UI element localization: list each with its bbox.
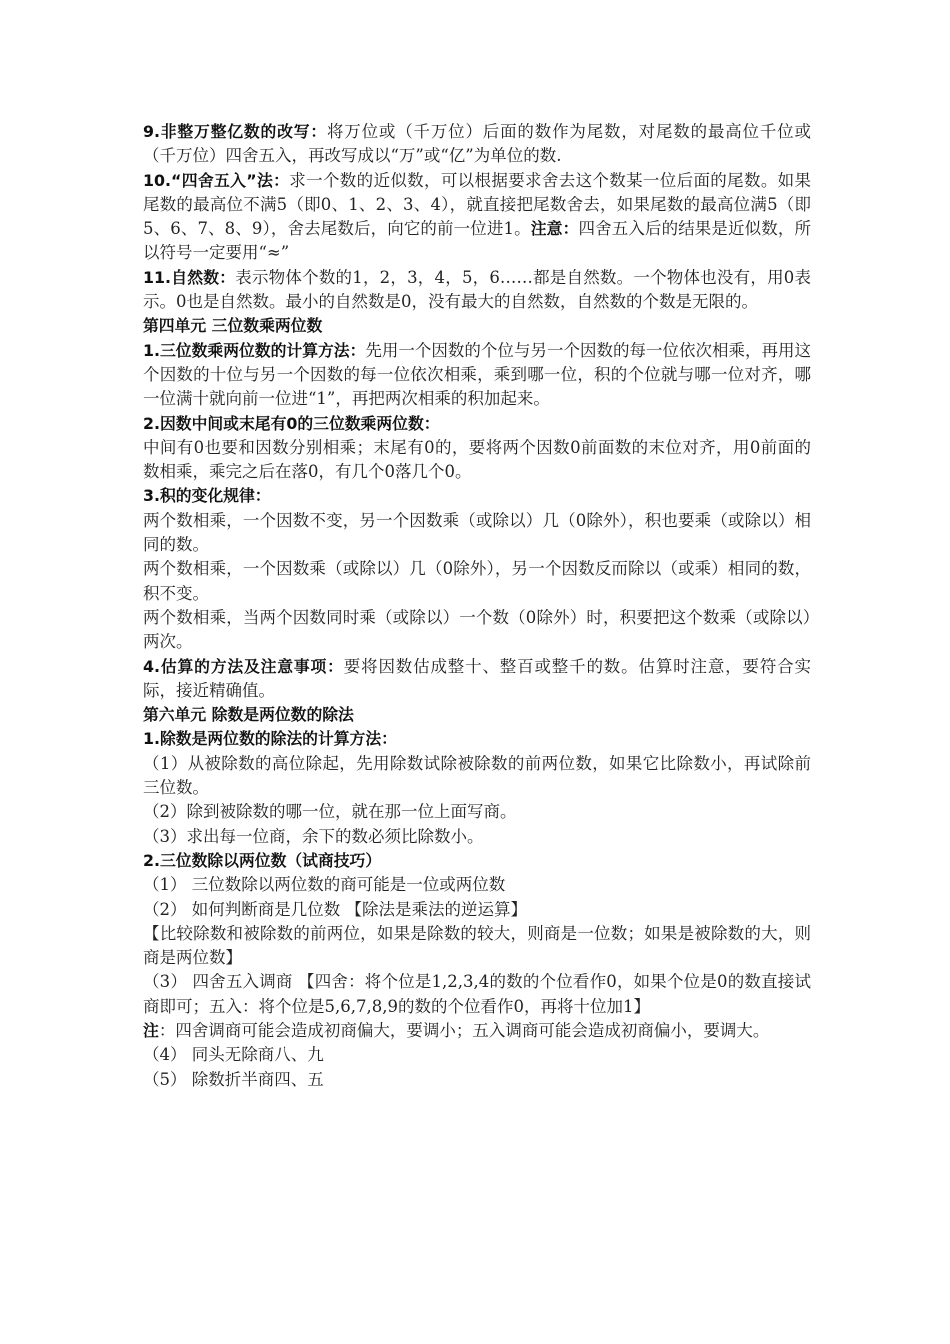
unit-6-item-2-line-2: （2） 如何判断商是几位数 【除法是乘法的逆运算】 [143, 899, 527, 919]
paragraph-10 [143, 169, 811, 266]
paragraph-11-heading: 11.自然数： [143, 267, 236, 287]
unit-4-item-1 [143, 339, 811, 412]
unit-4-item-3-line-1: 两个数相乘，一个因数不变，另一个因数乘（或除以）几（0除外），积也要乘（或除以）相同的数。 [143, 510, 811, 555]
unit-6-item-2-line-6: （5） 除数折半商四、五 [143, 1069, 324, 1089]
unit-6-item-1-line-2: （2）除到被除数的哪一位，就在那一位上面写商。 [143, 802, 517, 822]
paragraph-9-text: 将万位或（千万位）后面的数作为尾数，对尾数的最高位千位或（千万位）四舍五入，再改写成以“万”或“亿”为单位的数. [143, 122, 812, 166]
unit-6-item-1-line-3: （3）求出每一位商，余下的数必须比除数小。 [143, 826, 484, 846]
unit-4-title: 第四单元 三位数乘两位数 [143, 316, 323, 336]
unit-4-item-4 [143, 655, 811, 704]
paragraph-10-heading: 10.“四舍五入”法： [143, 170, 290, 190]
paragraph-10-note-text: 四舍五入后的结果是近似数，所以符号一定要用“≈” [143, 219, 811, 263]
unit-4-item-4-text: 要将因数估成整十、整百或整千的数。估算时注意，要符合实际，接近精确值。 [143, 656, 811, 700]
unit-4-item-1-text: 先用一个因数的个位与另一个因数的每一位依次相乘，再用这个因数的十位与另一个因数的每一位依次相乘，乘到哪一位，积的个位就与哪一位对齐，哪一位满十就向前一位进“1”，再把两次相乘的积加起来。 [143, 340, 811, 409]
unit-6-item-2-line-1: （1） 三位数除以两位数的商可能是一位或两位数 [143, 875, 506, 895]
paragraph-9-heading: 9.非整万整亿数的改写： [143, 122, 327, 141]
paragraph-10-text: 求一个数的近似数，可以根据要求舍去这个数某一位后面的尾数。如果尾数的最高位不满5（即0、1、2、3、4），就直接把尾数舍去，如果尾数的最高位满5（即5、6、7、8、9），舍去尾数后，向它的前一位进1。 [143, 170, 812, 239]
unit-4-item-2-heading: 2.因数中间或末尾有0的三位数乘两位数： [143, 413, 440, 433]
unit-4-item-3-line-2: 两个数相乘，一个因数乘（或除以）几（0除外），另一个因数反而除以（或乘）相同的数，积不变。 [143, 559, 811, 603]
unit-6-title: 第六单元 除数是两位数的除法 [143, 705, 354, 725]
unit-6-item-1-line-1: （1）从被除数的高位除起，先用除数试除被除数的前两位数，如果它比除数小，再试除前三位数。 [143, 753, 811, 798]
unit-4-item-2-text: 中间有0也要和因数分别相乘；末尾有0的，要将两个因数0前面数的末位对齐，用0前面的数相乘，乘完之后在落0，有几个0落几个0。 [143, 437, 811, 482]
unit-6-item-2-line-3: 【比较除数和被除数的前两位，如果是除数的较大，则商是一位数；如果是被除数的大，则商是两位数】 [143, 923, 811, 968]
unit-6-item-1-heading: 1.除数是两位数的除法的计算方法： [143, 729, 397, 749]
unit-4-item-3-heading: 3.积的变化规律： [143, 486, 271, 506]
unit-6-note [143, 1019, 811, 1043]
unit-6-note-text: ：四舍调商可能会造成初商偏大，要调小；五入调商可能会造成初商偏小，要调大。 [158, 1020, 770, 1040]
unit-4-item-1-heading: 1.三位数乘两位数的计算方法： [143, 340, 366, 360]
paragraph-9 [143, 120, 811, 169]
document-page [143, 120, 811, 1092]
paragraph-11 [143, 266, 811, 315]
unit-6-item-2-line-4: （3） 四舍五入调商 【四舍：将个位是1,2,3,4的数的个位看作0，如果个位是0的数直接试商即可；五入：将个位是5,6,7,8,9的数的个位看作0，再将十位加1】 [143, 972, 811, 1016]
paragraph-10-note-label: 注意： [530, 219, 579, 239]
unit-6-item-2-line-5: （4） 同头无除商八、九 [143, 1045, 324, 1065]
unit-6-item-2-heading: 2.三位数除以两位数（试商技巧） [143, 850, 382, 870]
unit-6-note-label: 注 [143, 1020, 159, 1040]
unit-4-item-3-line-3: 两个数相乘，当两个因数同时乘（或除以）一个数（0除外）时，积要把这个数乘（或除以）两次。 [143, 607, 811, 652]
unit-4-item-4-heading: 4.估算的方法及注意事项： [143, 656, 344, 676]
paragraph-11-text: 表示物体个数的1，2，3，4，5，6……都是自然数。一个物体也没有，用0表示。0也是自然数。最小的自然数是0，没有最大的自然数，自然数的个数是无限的。 [143, 267, 811, 312]
